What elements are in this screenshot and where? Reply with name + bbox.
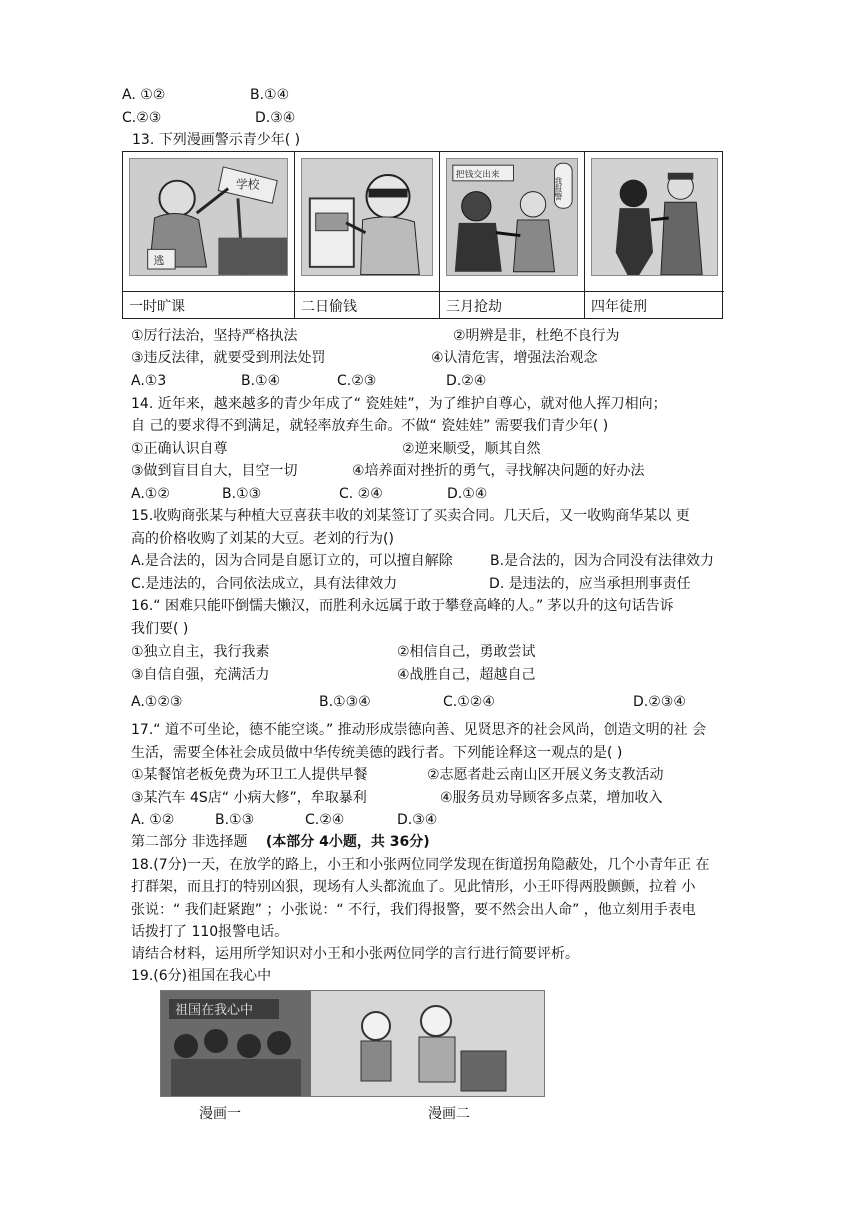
q16-choice-a: A.①②③: [131, 694, 183, 710]
q17-choice-a: A. ①②: [131, 812, 175, 828]
q16-option-3: ③自信自强，充满活力: [131, 667, 270, 683]
q17-option-3: ③某汽车 4S店“ 小病大修”，牟取暴利: [131, 790, 367, 806]
banner-text: 祖国在我心中: [175, 1003, 254, 1018]
q13-stem: 13. 下列漫画警示青少年( ): [132, 132, 301, 148]
part2-title: 第二部分 非选择题: [131, 834, 248, 850]
q14-stem-line1: 14. 近年来，越来越多的青少年成了“ 瓷娃娃”，为了维护自尊心，就对他人挥刀相向；: [131, 396, 667, 412]
comic-caption-1: 一时旷课: [129, 299, 185, 315]
q14-choice-d: D.①④: [447, 486, 488, 502]
q19-caption-2: 漫画二: [428, 1106, 470, 1122]
q17-option-1: ①某餐馆老板免费为环卫工人提供早餐: [131, 767, 368, 783]
q18-line4: 话拨打了 110报警电话。: [131, 924, 289, 940]
q15-stem-line2: 高的价格收购了刘某的大豆。老刘的行为(): [131, 531, 394, 547]
q14-option-2: ②逆来顺受，顺其自然: [402, 441, 541, 457]
q16-choice-b: B.①③④: [319, 694, 371, 710]
q18-line2: 打群架，而且打的特别凶狠，现场有人头都流血了。见此情形，小王吓得两股颤颤，拉着 小: [131, 879, 696, 895]
police-speech-text: 我报警: [553, 176, 563, 201]
comic-caption-2: 二日偷钱: [301, 299, 357, 315]
q13-option-1: ①厉行法治，坚持严格执法: [131, 328, 298, 344]
escape-sign-text: 逃: [153, 254, 165, 268]
q12-option-a: A. ①②: [122, 87, 166, 103]
comic-image-2: [301, 158, 433, 276]
comic-panel-3: [440, 152, 585, 318]
q14-option-3: ③做到盲目自大，目空一切: [131, 463, 298, 479]
q19-stem: 19.(6分)祖国在我心中: [131, 968, 272, 984]
q13-comic-table: [122, 151, 723, 319]
q17-choice-c: C.②④: [305, 812, 345, 828]
q14-option-1: ①正确认识自尊: [131, 441, 228, 457]
q13-option-3: ③违反法律，就要受到刑法处罚: [131, 350, 326, 366]
q17-choice-d: D.③④: [397, 812, 438, 828]
q16-stem-line2: 我们要( ): [131, 621, 189, 637]
q18-line1: 18.(7分)一天，在放学的路上，小王和小张两位同学发现在街道拐角隐蔽处，几个小青年正 在: [131, 857, 710, 873]
q14-choice-b: B.①③: [222, 486, 262, 502]
q17-option-4: ④服务员劝导顾客多点菜，增加收入: [440, 790, 663, 806]
q16-choice-c: C.①②④: [443, 694, 495, 710]
q12-option-d: D.③④: [255, 110, 296, 126]
comic-image-3: [446, 158, 578, 276]
comic-caption-3: 三月抢劫: [446, 299, 502, 315]
q15-option-c: C.是违法的，合同依法成立，具有法律效力: [131, 576, 398, 592]
comic-panel-1: [123, 152, 295, 318]
q16-option-2: ②相信自己，勇敢尝试: [397, 644, 536, 660]
q13-option-2: ②明辨是非，杜绝不良行为: [453, 328, 620, 344]
q12-option-b: B.①④: [250, 87, 290, 103]
q16-stem-line1: 16.“ 困难只能吓倒懦夫懒汉，而胜利永远属于敢于攀登高峰的人。” 茅以升的这句话告诉: [131, 598, 674, 614]
q16-option-4: ④战胜自己，超越自己: [397, 667, 536, 683]
comic-panel-4: [585, 152, 724, 318]
q15-stem-line1: 15.收购商张某与种植大豆喜获丰收的刘某签订了买卖合同。几天后，又一收购商华某以 更: [131, 508, 690, 524]
q12-option-c: C.②③: [122, 110, 162, 126]
q13-option-4: ④认清危害，增强法治观念: [431, 350, 598, 366]
q18-line3: 张说：“ 我们赶紧跑” ；小张说：“ 不行，我们得报警，要不然会出人命” ，他立刻用手表电: [131, 902, 696, 918]
q15-option-a: A.是合法的，因为合同是自愿订立的，可以擅自解除: [131, 553, 453, 569]
q17-choice-b: B.①③: [215, 812, 255, 828]
q14-choice-a: A.①②: [131, 486, 170, 502]
q18-line5: 请结合材料，运用所学知识对小王和小张两位同学的言行进行简要评析。: [131, 946, 579, 962]
comic-image-4: [591, 158, 718, 276]
q13-choice-b: B.①④: [241, 373, 281, 389]
comic-image-1: [129, 158, 288, 276]
q17-option-2: ②志愿者赴云南山区开展义务支教活动: [427, 767, 664, 783]
part2-heading: [131, 833, 430, 851]
q16-option-1: ①独立自主，我行我素: [131, 644, 270, 660]
q14-choice-c: C. ②④: [339, 486, 383, 502]
part2-note: (本部分 4小题，共 36分): [265, 834, 430, 850]
q15-option-b: B.是合法的，因为合同没有法律效力: [490, 553, 715, 569]
q14-option-4: ④培养面对挫折的勇气，寻找解决问题的好办法: [352, 463, 645, 479]
q14-stem-line2: 自 己的要求得不到满足，就轻率放弃生命。不做“ 瓷娃娃” 需要我们青少年( ): [131, 418, 609, 434]
q17-stem-line1: 17.“ 道不可坐论，德不能空谈。” 推动形成崇德向善、见贤思齐的社会风尚，创造文明的社 会: [131, 722, 707, 738]
q17-stem-line2: 生活，需要全体社会成员做中华传统美德的践行者。下列能诠释这一观点的是( ): [131, 745, 623, 761]
q19-caption-1: 漫画一: [199, 1106, 241, 1122]
q15-option-d: D. 是违法的，应当承担刑事责任: [489, 576, 691, 592]
q13-choice-c: C.②③: [337, 373, 377, 389]
q19-comic-image: [160, 990, 545, 1097]
q13-choice-a: A.①3: [131, 373, 167, 389]
robbery-speech-text: 把钱交出来: [455, 169, 500, 180]
comic-caption-4: 四年徒刑: [591, 299, 647, 315]
school-sign-text: 学校: [235, 177, 260, 192]
q13-choice-d: D.②④: [446, 373, 487, 389]
q16-choice-d: D.②③④: [633, 694, 686, 710]
comic-panel-2: [295, 152, 440, 318]
